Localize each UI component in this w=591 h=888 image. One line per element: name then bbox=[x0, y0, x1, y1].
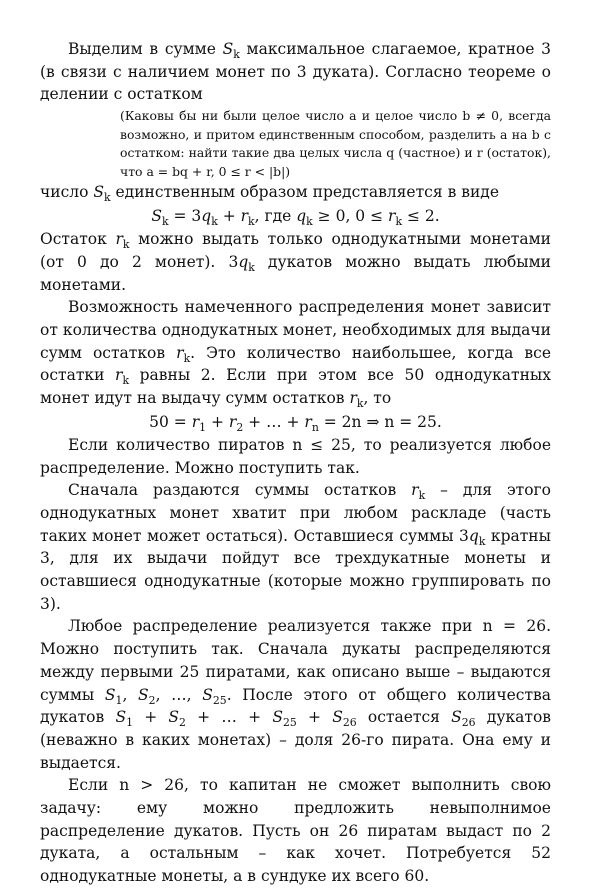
paragraph-5: Если количество пиратов n ≤ 25, то реализуется любое распределение. Можно поступить так. bbox=[40, 435, 551, 477]
paragraph-2: число $S_k$ единственным образом представляется в виде bbox=[40, 183, 499, 205]
theorem-quote: (Каковы бы ни были целое число a и целое число b ≠ 0, всегда возможно, и притом единственным способом, разделить a на b с остатком: найти такие два целых числа q (частное) и r (остаток), что a = bq + r, 0 ≤ r < |b|) bbox=[120, 108, 551, 179]
paragraph-6: Сначала раздаются суммы остатков $r_k$ – для этого однодукатных монет хватит при любом раскладе (часть таких монет может остаться). Оставшиеся суммы $3q_k$ кратны 3, для их выдачи пойдут все трехдукатные монеты и оставшиеся однодукатные (которые можно группировать по 3). bbox=[40, 481, 551, 613]
paragraph-7: Любое распределение реализуется также при n = 26. Можно поступить так. Сначала дукаты распределяются между первыми 25 пиратами, как описано выше – выдаются суммы $S_1$, $S_2$, …, $S_{25}$. После этого от общего количества дукатов $S_1 + S_2$ + … + $S_{25} + S_{26}$ остается $S_{26}$ дукатов (неважно в каких монетах) – доля 26-го пирата. Она ему и выдается. bbox=[40, 617, 552, 772]
equation-1: $S_k = 3q_k + r_k$, где $q_k \ge 0$, $0 \le r_k \le 2$. bbox=[151, 207, 440, 229]
paragraph-3: Остаток $r_k$ можно выдать только однодукатными монетами (от 0 до 2 монет). $3q_k$ дукатов можно выдать любыми монетами. bbox=[40, 230, 552, 294]
paragraph-8: Если n > 26, то капитан не сможет выполнить свою задачу: ему можно предложить невыполнимое распределение дукатов. Пусть он 26 пиратам выдаст по 2 дуката, а остальным – как хочет. Потребуется 52 однодукатные монеты, а в сундуке их всего 60. bbox=[40, 776, 551, 886]
paragraph-1: Выделим в сумме $S_k$ максимальное слагаемое, кратное 3 (в связи с наличием монет по 3 дуката). Согласно теореме о делении с остатком bbox=[40, 40, 551, 104]
paragraph-4: Возможность намеченного распределения монет зависит от количества однодукатных монет, необходимых для выдачи сумм остатков $r_k$. Это количество наибольшее, когда все остатки $r_k$ равны 2. Если при этом все 50 однодукатных монет идут на выдачу сумм остатков $r_k$, то bbox=[40, 298, 551, 411]
equation-2: $50 = r_1 + r_2$ + … + $r_n = 2n$ ⇒ n = 25. bbox=[149, 412, 442, 434]
document-page bbox=[40, 38, 551, 888]
